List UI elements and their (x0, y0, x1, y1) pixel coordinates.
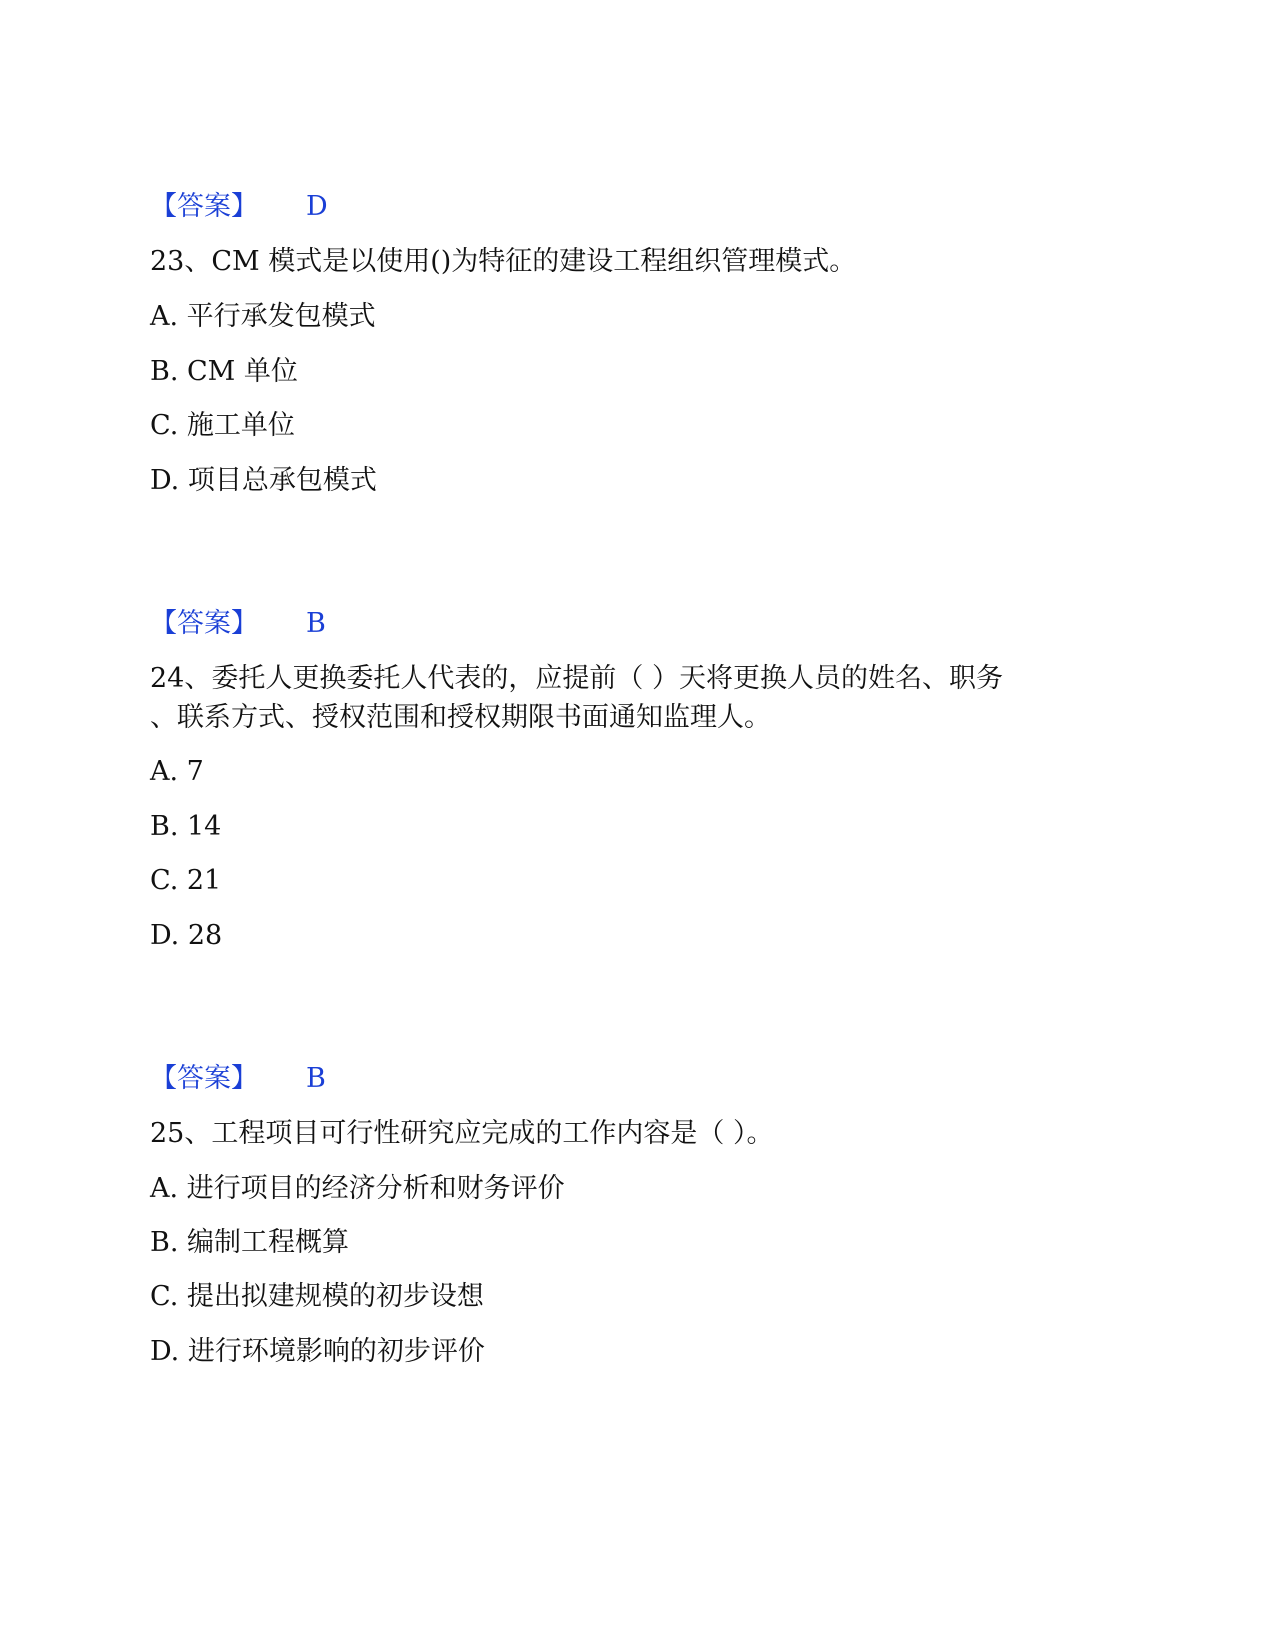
answer-label: 【答案】 (150, 191, 258, 222)
answer-label: 【答案】 (150, 608, 258, 639)
q24-option-a: A. 7 (150, 756, 204, 787)
answer-line-q24 (150, 1062, 326, 1096)
q23-option-c: C. 施工单位 (150, 410, 295, 441)
q23-option-d: D. 项目总承包模式 (150, 465, 377, 496)
answer-value: B (306, 608, 326, 639)
question-25: 25、工程项目可行性研究应完成的工作内容是（ ）。 (150, 1118, 774, 1149)
q25-option-a: A. 进行项目的经济分析和财务评价 (150, 1173, 565, 1204)
q24-option-d: D. 28 (150, 920, 223, 951)
answer-line-q22 (150, 190, 328, 224)
q25-option-c: C. 提出拟建规模的初步设想 (150, 1281, 484, 1312)
q25-option-d: D. 进行环境影响的初步评价 (150, 1336, 485, 1367)
answer-label: 【答案】 (150, 1063, 258, 1094)
answer-value: B (306, 1063, 326, 1094)
question-24-line1: 24、委托人更换委托人代表的，应提前（ ）天将更换人员的姓名、职务 (150, 663, 1003, 694)
answer-line-q23 (150, 607, 326, 641)
q24-option-c: C. 21 (150, 865, 222, 896)
question-24-line2: 、联系方式、授权范围和授权期限书面通知监理人。 (150, 702, 771, 733)
q23-option-a: A. 平行承发包模式 (150, 301, 376, 332)
question-23: 23、CM 模式是以使用()为特征的建设工程组织管理模式。 (150, 246, 857, 277)
q23-option-b: B. CM 单位 (150, 356, 298, 387)
q25-option-b: B. 编制工程概算 (150, 1227, 350, 1258)
answer-value: D (306, 191, 328, 222)
q24-option-b: B. 14 (150, 811, 222, 842)
